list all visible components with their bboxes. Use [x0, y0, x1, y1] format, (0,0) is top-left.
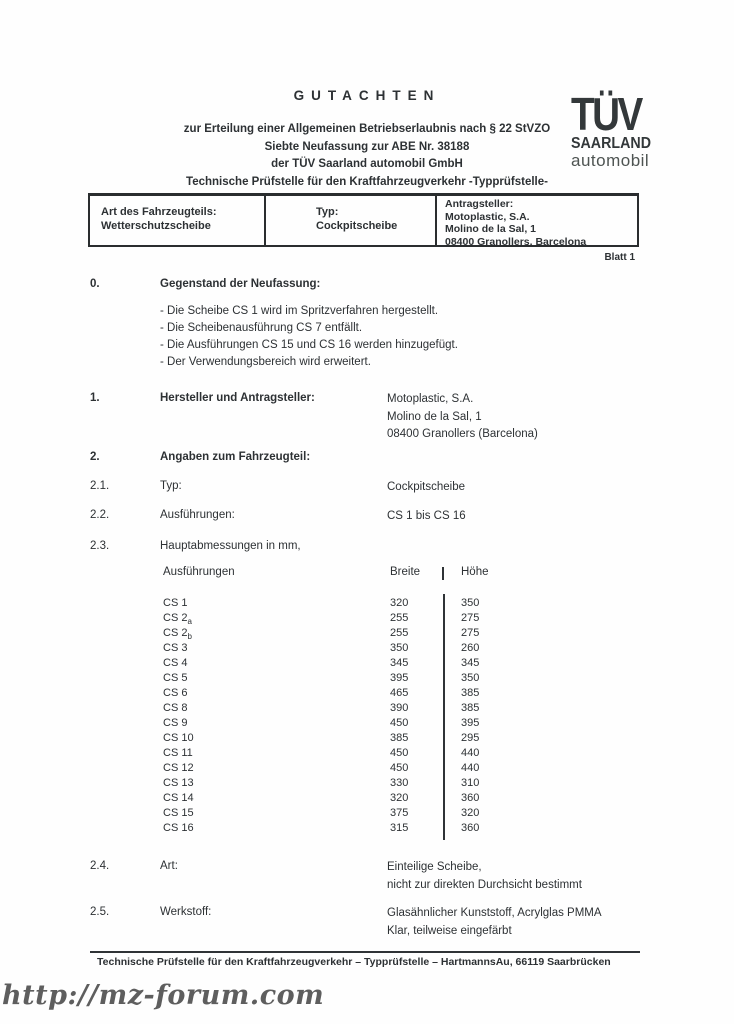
section-1-number: 1.: [90, 392, 100, 404]
werkstoff-line-1: Glasähnlicher Kunststoff, Acrylglas PMMA: [387, 907, 602, 919]
section-2-1-label: Typ:: [160, 480, 182, 492]
section-2-1-number: 2.1.: [90, 480, 110, 492]
row-ausfuehrung: CS 14: [163, 792, 194, 804]
fahrzeugteil-value: Wetterschutzscheibe: [101, 220, 211, 232]
tuv-saarland-logo: [571, 88, 652, 170]
row-ausfuehrung: CS $2_b$: [163, 627, 192, 642]
table-row: [160, 777, 505, 792]
table-row: [160, 792, 505, 807]
section-2-2-value: CS 1 bis CS 16: [387, 510, 466, 522]
row-ausfuehrung: CS 9: [163, 717, 188, 729]
section-2-5-value: [387, 905, 602, 940]
table-row: [160, 612, 505, 627]
row-ausfuehrung: CS 6: [163, 687, 188, 699]
column-header-hoehe: Höhe: [461, 566, 489, 578]
row-breite: 320: [390, 792, 409, 804]
row-ausfuehrung: CS 3: [163, 642, 188, 654]
row-hoehe: 395: [461, 717, 480, 729]
row-breite: 345: [390, 657, 409, 669]
table-row: [160, 807, 505, 822]
subtitle-line-4: Technische Prüfstelle für den Kraftfahrzeugverkehr -Typprüfstelle-: [186, 175, 548, 188]
info-cell-fahrzeugteil: [90, 196, 264, 245]
section-1-heading: Hersteller und Antragsteller:: [160, 392, 315, 404]
section-2-heading: Angaben zum Fahrzeugteil:: [160, 451, 311, 463]
table-row: [160, 672, 505, 687]
bullet-line-3: - Die Ausführungen CS 15 und CS 16 werden hinzugefügt.: [160, 339, 458, 351]
table-row: [160, 627, 505, 642]
row-breite: 375: [390, 807, 409, 819]
row-ausfuehrung: CS 8: [163, 702, 188, 714]
section-2-number: 2.: [90, 451, 100, 463]
address-line-1: Motoplastic, S.A.: [387, 393, 474, 405]
antragsteller-line-3: 08400 Granollers, Barcelona: [445, 235, 587, 248]
row-hoehe: 260: [461, 642, 480, 654]
row-hoehe: 385: [461, 702, 480, 714]
row-hoehe: 295: [461, 732, 480, 744]
gutachten-title: GUTACHTEN: [293, 88, 441, 103]
section-2-3-number: 2.3.: [90, 540, 110, 552]
section-2-2-label: Ausführungen:: [160, 509, 235, 521]
row-breite: 320: [390, 597, 409, 609]
row-breite: 385: [390, 732, 409, 744]
column-header-ausfuehrungen: Ausführungen: [163, 566, 235, 578]
row-breite: 255: [390, 627, 409, 639]
bullet-line-2: - Die Scheibenausführung CS 7 entfällt.: [160, 322, 363, 334]
section-2-1-value: Cockpitscheibe: [387, 481, 465, 493]
row-breite: 390: [390, 702, 409, 714]
mz-forum-watermark: http://mz-forum.com: [2, 980, 325, 1011]
row-hoehe: 310: [461, 777, 480, 789]
antragsteller-line-2: Molino de la Sal, 1: [445, 223, 537, 235]
row-hoehe: 440: [461, 762, 480, 774]
fahrzeugteil-label: Art des Fahrzeugteils:: [101, 206, 217, 218]
row-ausfuehrung: CS $2_a$: [163, 612, 192, 627]
table-row: [160, 702, 505, 717]
section-2-3-label: Hauptabmessungen in mm,: [160, 540, 301, 552]
row-ausfuehrung: CS 13: [163, 777, 194, 789]
section-2-5-number: 2.5.: [90, 906, 110, 918]
section-0-number: 0.: [90, 278, 100, 290]
logo-tuv-wordmark: TÜV: [571, 88, 641, 140]
sheet-number: Blatt 1: [604, 252, 635, 263]
row-hoehe: 350: [461, 597, 480, 609]
row-hoehe: 275: [461, 612, 480, 624]
werkstoff-line-2: Klar, teilweise eingefärbt: [387, 924, 512, 937]
section-2-5-label: Werkstoff:: [160, 906, 212, 918]
row-breite: 330: [390, 777, 409, 789]
row-breite: 255: [390, 612, 409, 624]
table-row: [160, 822, 505, 837]
bullet-line-1: - Die Scheibe CS 1 wird im Spritzverfahren hergestellt.: [160, 305, 439, 317]
table-row: [160, 747, 505, 762]
info-cell-typ: [264, 196, 437, 245]
info-box: [88, 193, 639, 247]
row-hoehe: 360: [461, 792, 480, 804]
row-breite: 315: [390, 822, 409, 834]
column-header-breite: Breite: [390, 566, 421, 578]
info-cell-antragsteller: [437, 196, 637, 248]
row-ausfuehrung: CS 11: [163, 747, 193, 759]
row-hoehe: 360: [461, 822, 480, 834]
logo-saarland-text: SAARLAND: [571, 135, 652, 152]
table-row: [160, 642, 505, 657]
footer-rule: [90, 951, 640, 953]
row-ausfuehrung: CS 1: [163, 597, 188, 609]
row-hoehe: 385: [461, 687, 480, 699]
table-row: [160, 657, 505, 672]
section-2-2-number: 2.2.: [90, 509, 110, 521]
header-divider-bar: [442, 567, 444, 580]
table-row: [160, 717, 505, 732]
row-ausfuehrung: CS 16: [163, 822, 194, 834]
dimensions-rows: [160, 597, 505, 837]
row-hoehe: 440: [461, 747, 480, 759]
typ-value: Cockpitscheibe: [316, 220, 398, 232]
row-breite: 450: [390, 717, 409, 729]
art-line-2: nicht zur direkten Durchsicht bestimmt: [387, 878, 582, 891]
row-ausfuehrung: CS 12: [163, 762, 194, 774]
row-ausfuehrung: CS 15: [163, 807, 194, 819]
row-breite: 350: [390, 642, 409, 654]
row-hoehe: 320: [461, 807, 480, 819]
subtitle-line-2: Siebte Neufassung zur ABE Nr. 38188: [264, 140, 470, 153]
section-2-4-value: [387, 859, 582, 894]
address-line-3: 08400 Granollers (Barcelona): [387, 428, 538, 440]
row-hoehe: 345: [461, 657, 480, 669]
section-0-heading: Gegenstand der Neufassung:: [160, 278, 321, 290]
row-breite: 450: [390, 762, 409, 774]
antragsteller-label: Antragsteller:: [445, 198, 514, 210]
row-breite: 395: [390, 672, 409, 684]
subtitle-line-1: zur Erteilung einer Allgemeinen Betriebserlaubnis nach § 22 StVZO: [183, 123, 551, 135]
table-row: [160, 687, 505, 702]
antragsteller-line-1: Motoplastic, S.A.: [445, 210, 530, 223]
section-2-4-number: 2.4.: [90, 860, 110, 872]
row-ausfuehrung: CS 4: [163, 657, 188, 669]
row-hoehe: 275: [461, 627, 480, 639]
typ-label: Typ:: [316, 206, 339, 218]
footer-text: Technische Prüfstelle für den Kraftfahrzeugverkehr – Typprüfstelle – HartmannsAu, 66119 Saarbrücken: [97, 956, 611, 968]
table-row: [160, 762, 505, 777]
table-row: [160, 597, 505, 612]
section-2-4-label: Art:: [160, 860, 178, 872]
row-ausfuehrung: CS 5: [163, 672, 188, 684]
bullet-line-4: - Der Verwendungsbereich wird erweitert.: [160, 356, 371, 368]
row-ausfuehrung: CS 10: [163, 732, 194, 744]
logo-automobil-text: automobil: [571, 151, 650, 170]
row-breite: 465: [390, 687, 409, 699]
table-row: [160, 732, 505, 747]
art-line-1: Einteilige Scheibe,: [387, 861, 482, 873]
manufacturer-address: [387, 391, 538, 444]
row-hoehe: 350: [461, 672, 480, 684]
subtitle-line-3: der TÜV Saarland automobil GmbH: [271, 158, 463, 170]
address-line-2: Molino de la Sal, 1: [387, 410, 482, 423]
row-breite: 450: [390, 747, 409, 759]
